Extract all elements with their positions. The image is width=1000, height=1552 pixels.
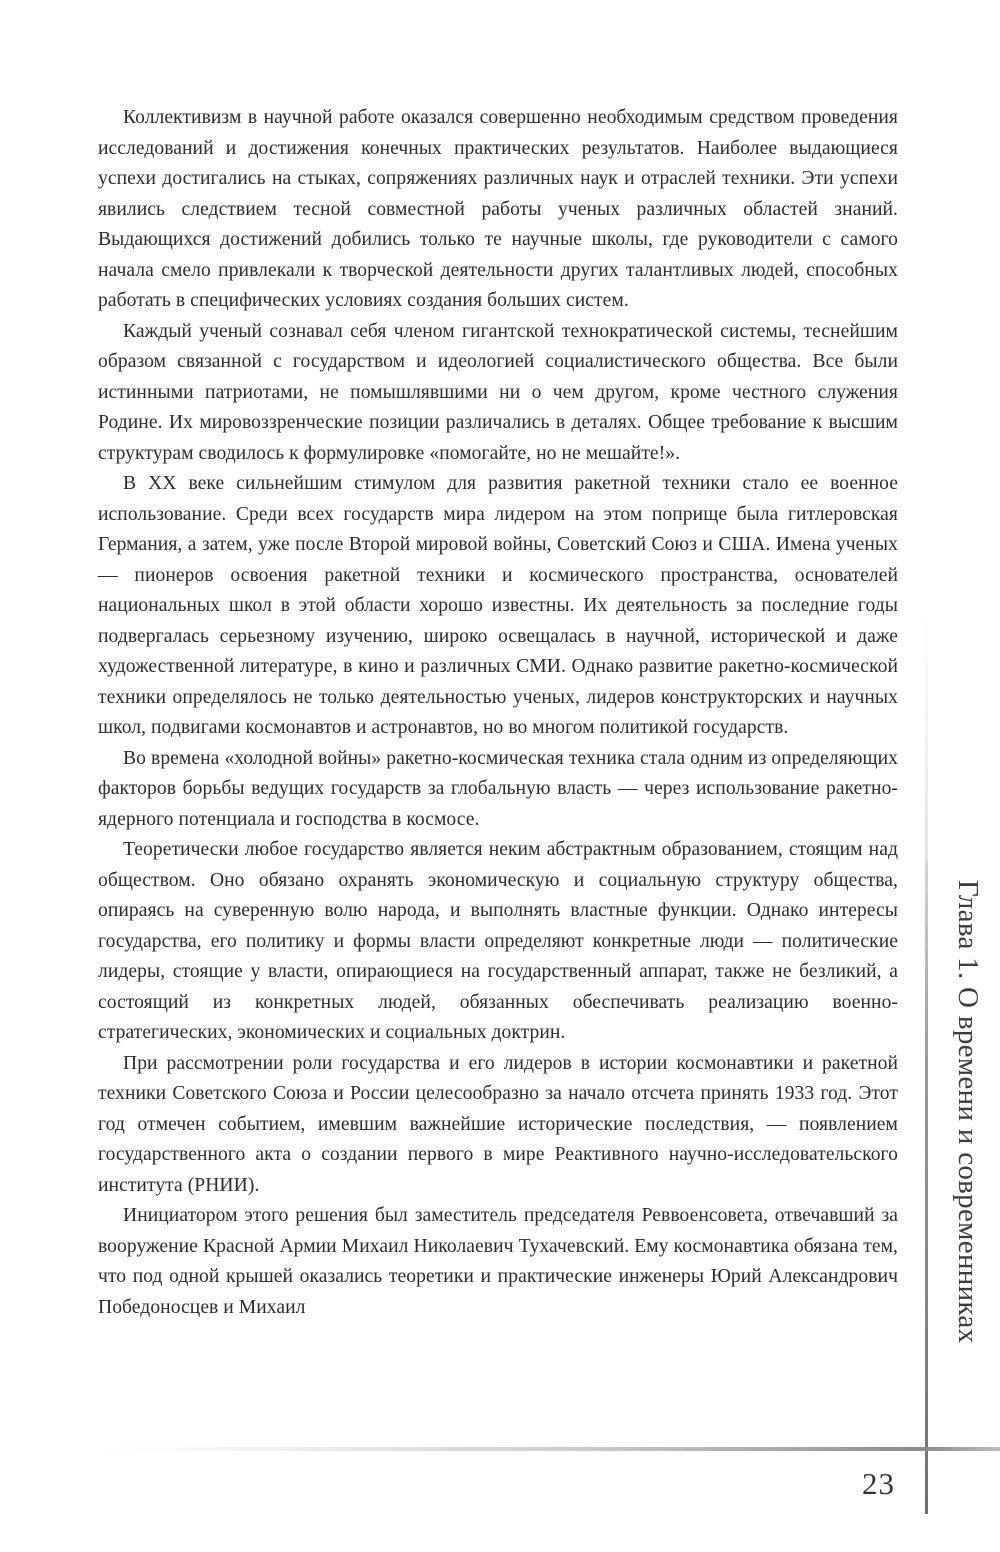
body-text <box>98 103 898 1323</box>
running-head <box>930 880 990 1440</box>
paragraph-3: В XX веке сильнейшим стимулом для развития ракетной техники стало ее военное использование. Среди всех государств мира лидером на этом поприще была гитлеровская Германия, а затем, уже после Второй мировой войны, Советский Союз и США. Имена ученых — пионеров освоения ракетной техники и космического пространства, основателей национальных школ в этой области хорошо известны. Их деятельность за последние годы подвергалась серьезному изучению, широко освещалась в научной, исторической и даже художественной литературе, в кино и различных СМИ. Однако развитие ракетно-космической техники определялось не только деятельностью ученых, лидеров конструкторских и научных школ, подвигами космонавтов и астронавтов, но во многом политикой государств. <box>98 473 898 738</box>
page-number: 23 <box>862 1466 895 1501</box>
paragraph-6: При рассмотрении роли государства и его лидеров в истории космонавтики и ракетной техники Советского Союза и России целесообразно за начало отсчета принять 1933 год. Этот год отмечен событием, имевшим важнейшие исторические последствия, — появлением государственного акта о создании первого в мире Реактивного научно-исследовательского института (РНИИ). <box>98 1052 898 1196</box>
chapter-title: Глава 1. О времени и современниках <box>952 880 984 1344</box>
footer-rule <box>100 1447 928 1451</box>
paragraph-2: Каждый ученый сознавал себя членом гигантской технократической системы, теснейшим образом связанной с государством и идеологией социалистического общества. Все были истинными патриотами, не помышлявшими ни о чем другом, кроме честного служения Родине. Их мировоззренческие позиции различались в деталях. Общее требование к высшим структурам сводилось к формулировке «помогайте, но не мешайте!». <box>98 320 898 464</box>
paragraph-7: Инициатором этого решения был заместитель председателя Реввоенсовета, отвечавший за вооружение Красной Армии Михаил Николаевич Тухачевский. Ему космонавтика обязана тем, что под одной крышей оказались теоретики и практические инженеры Юрий Александрович Победоносцев и Михаил <box>98 1205 898 1318</box>
side-rule <box>925 862 928 1514</box>
paragraph-4: Во времена «холодной войны» ракетно-космическая техника стала одним из определяющих факторов борьбы ведущих государств за глобальную власть — через использование ракетно-ядерного потенциала и господства в космосе. <box>98 747 898 830</box>
paragraph-5: Теоретически любое государство является неким абстрактным образованием, стоящим над обществом. Оно обязано охранять экономическую и социальную структуру общества, опираясь на суверенную волю народа, и выполнять властные функции. Однако интересы государства, его политику и формы власти определяют конкретные люди — политические лидеры, стоящие у власти, опирающиеся на государственный аппарат, также не безликий, а состоящий из конкретных людей, обязанных обеспечивать реализацию военно-стратегических, экономических и социальных доктрин. <box>98 839 898 1043</box>
footer-rule-extension <box>928 1447 1000 1451</box>
side-rule-fade <box>925 0 928 870</box>
paragraph-1: Коллективизм в научной работе оказался совершенно необходимым средством проведения исследований и достижения конечных практических результатов. Наиболее выдающиеся успехи достигались на стыках, сопряжениях различных наук и отраслей техники. Эти успехи явились следствием тесной совместной работы ученых различных областей знаний. Выдающихся достижений добились только те научные школы, где руководители с самого начала смело привлекали к творческой деятельности других талантливых людей, способных работать в специфических условиях создания больших систем. <box>98 107 898 311</box>
